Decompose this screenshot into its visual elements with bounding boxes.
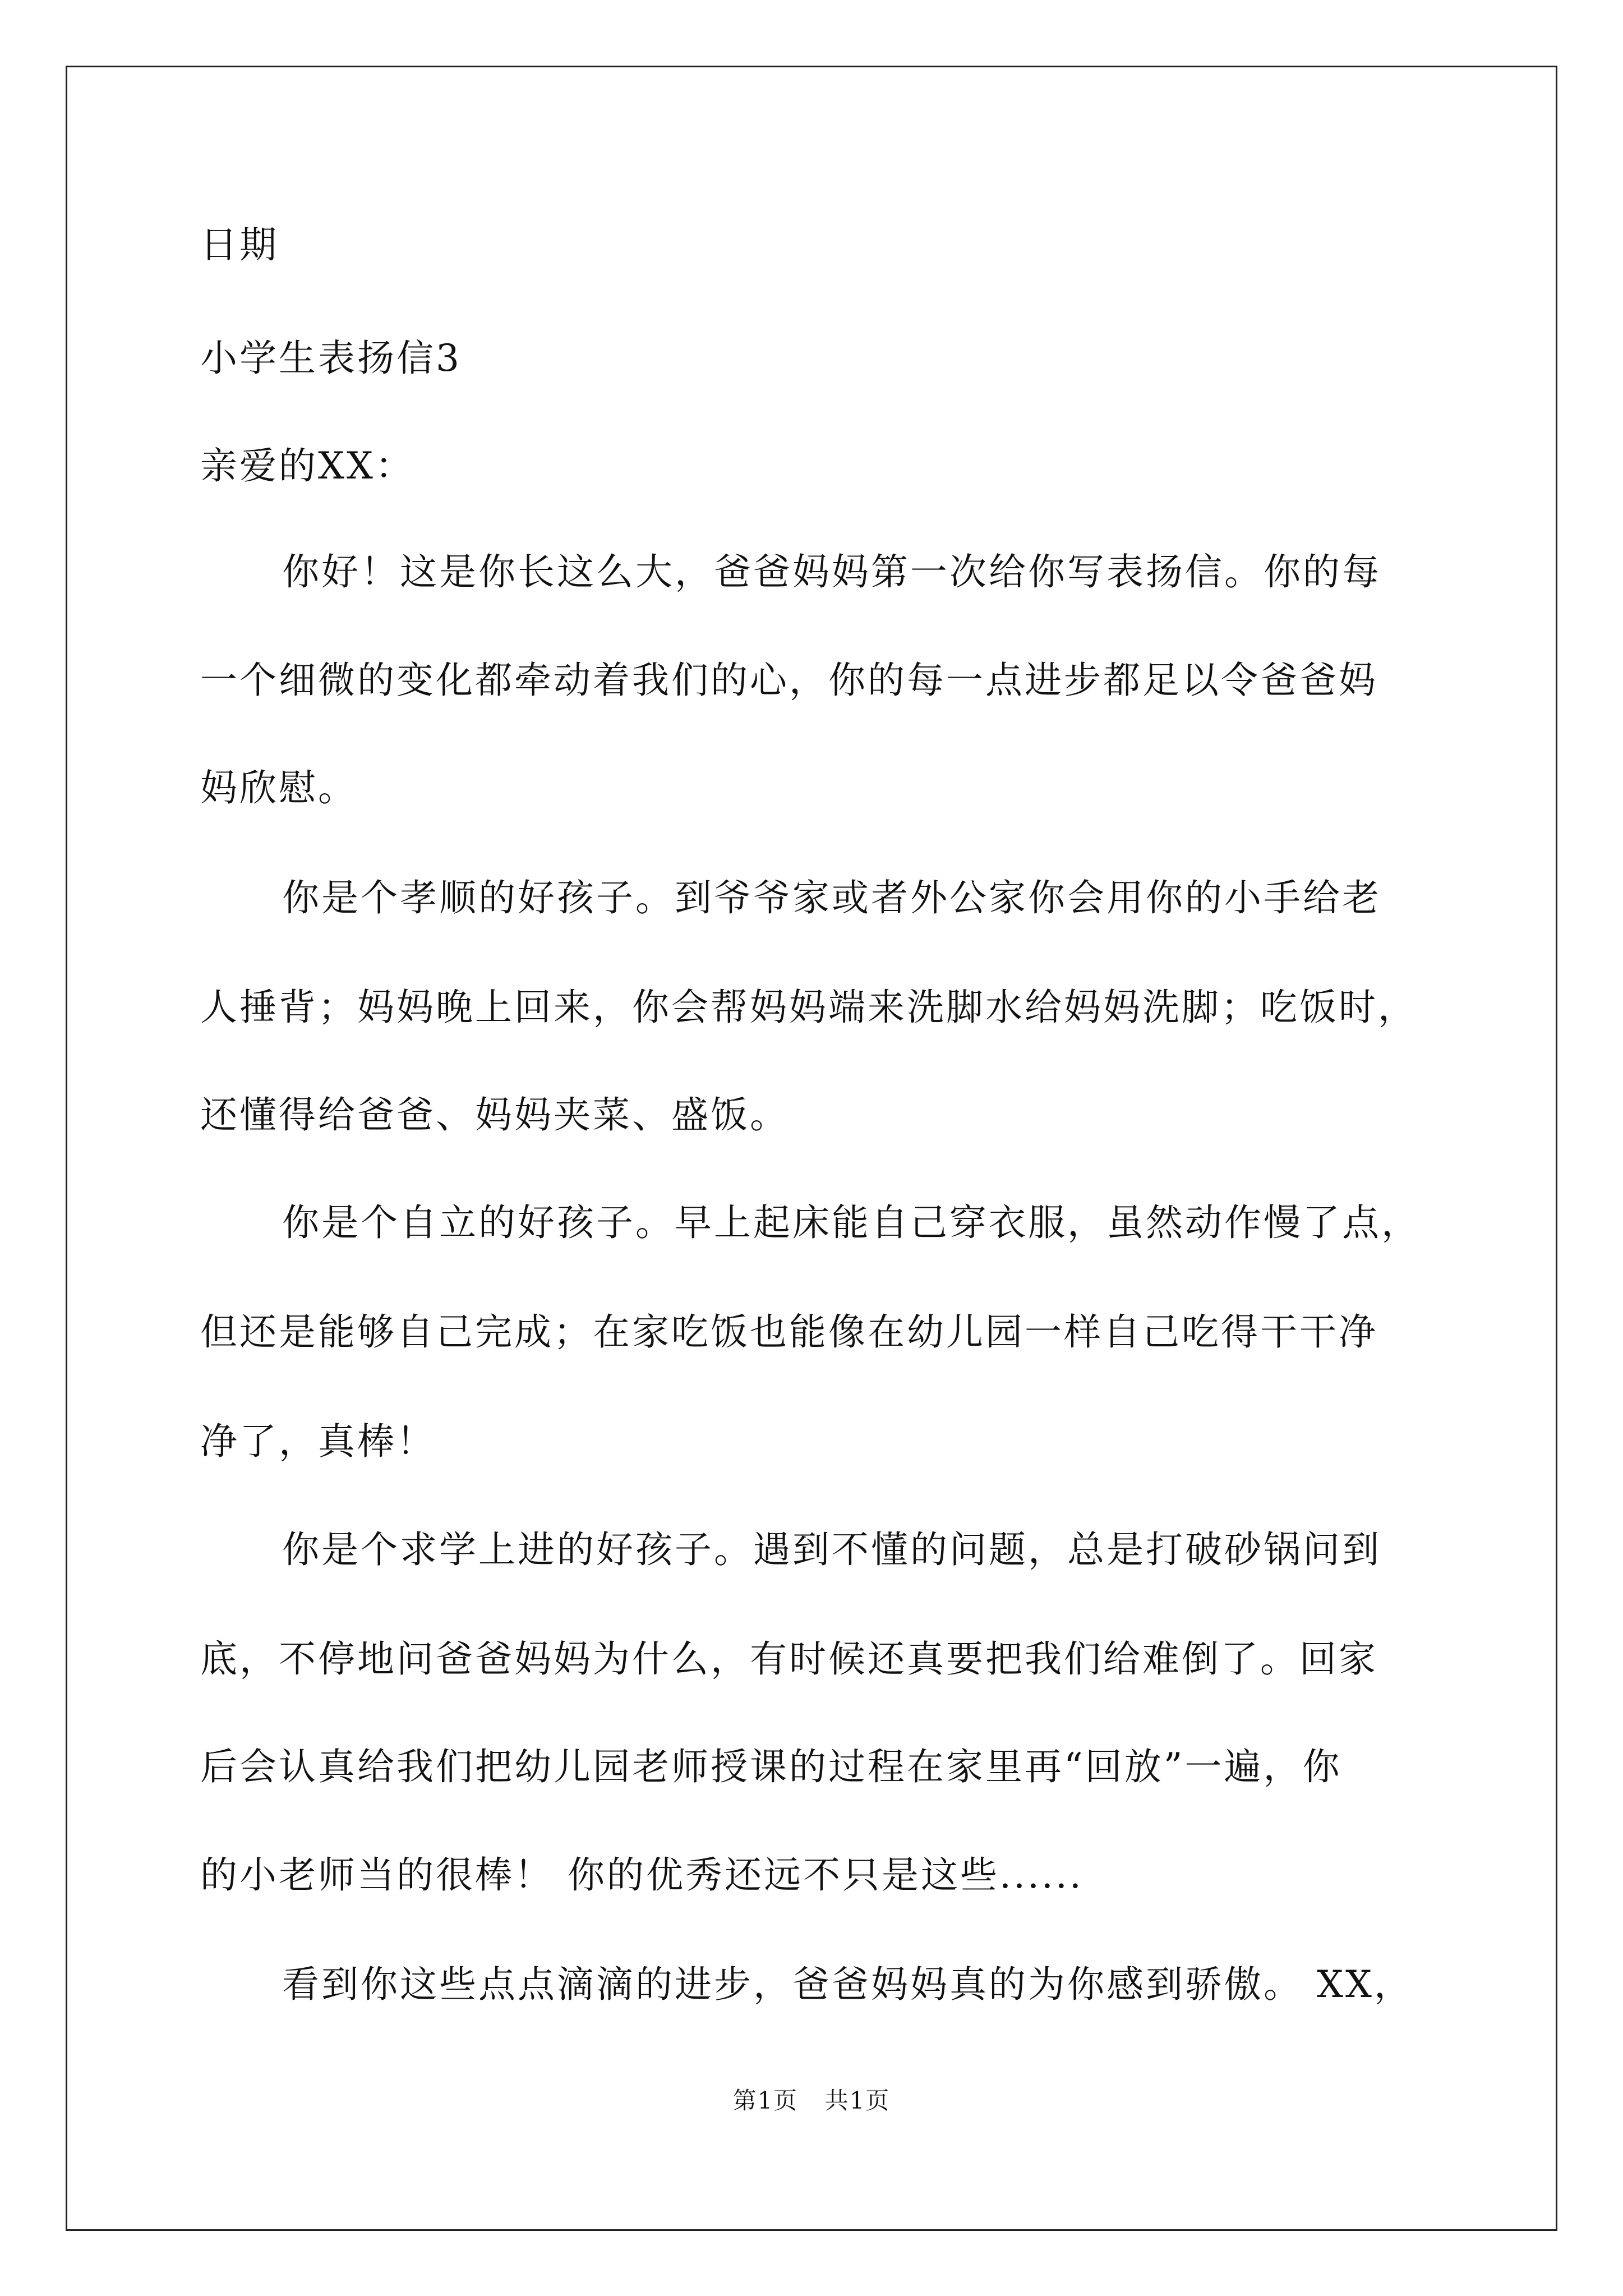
date-label: 日期 [200, 223, 279, 266]
body-line: 还懂得给爸爸、妈妈夹菜、盛饭。 [200, 1093, 789, 1137]
body-line: 你是个求学上进的好孩子。遇到不懂的问题，总是打破砂锅问到 [282, 1528, 1381, 1571]
body-line: 底，不停地问爸爸妈妈为什么，有时候还真要把我们给难倒了。回家 [200, 1637, 1378, 1681]
salutation: 亲爱的XX： [200, 444, 414, 487]
body-line: 你是个孝顺的好孩子。到爷爷家或者外公家你会用你的小手给老 [282, 876, 1381, 919]
page-border [66, 66, 1557, 2231]
body-line: 但还是能够自己完成；在家吃饭也能像在幼儿园一样自己吃得干干净 [200, 1310, 1378, 1354]
letter-title: 小学生表扬信3 [200, 337, 462, 380]
body-line: 后会认真给我们把幼儿园老师授课的过程在家里再“回放”一遍，你 [200, 1745, 1342, 1788]
page-count: 共1页 [824, 2087, 891, 2114]
body-line: 看到你这些点点滴滴的进步，爸爸妈妈真的为你感到骄傲。 XX， [282, 1963, 1413, 2006]
body-line: 一个细微的变化都牵动着我们的心，你的每一点进步都足以令爸爸妈 [200, 659, 1378, 702]
body-line: 妈欣慰。 [200, 766, 357, 809]
body-line: 净了，真棒！ [200, 1420, 436, 1463]
page-number: 第1页 [732, 2087, 799, 2114]
body-line: 你是个自立的好孩子。早上起床能自己穿衣服，虽然动作慢了点， [282, 1201, 1421, 1244]
body-line: 人捶背；妈妈晚上回来，你会帮妈妈端来洗脚水给妈妈洗脚；吃饭时， [200, 986, 1417, 1029]
page-footer [0, 2082, 1623, 2116]
body-line: 你好！这是你长这么大，爸爸妈妈第一次给你写表扬信。你的每 [282, 550, 1381, 593]
body-line: 的小老师当的很棒！ 你的优秀还远不只是这些...... [200, 1853, 1083, 1897]
